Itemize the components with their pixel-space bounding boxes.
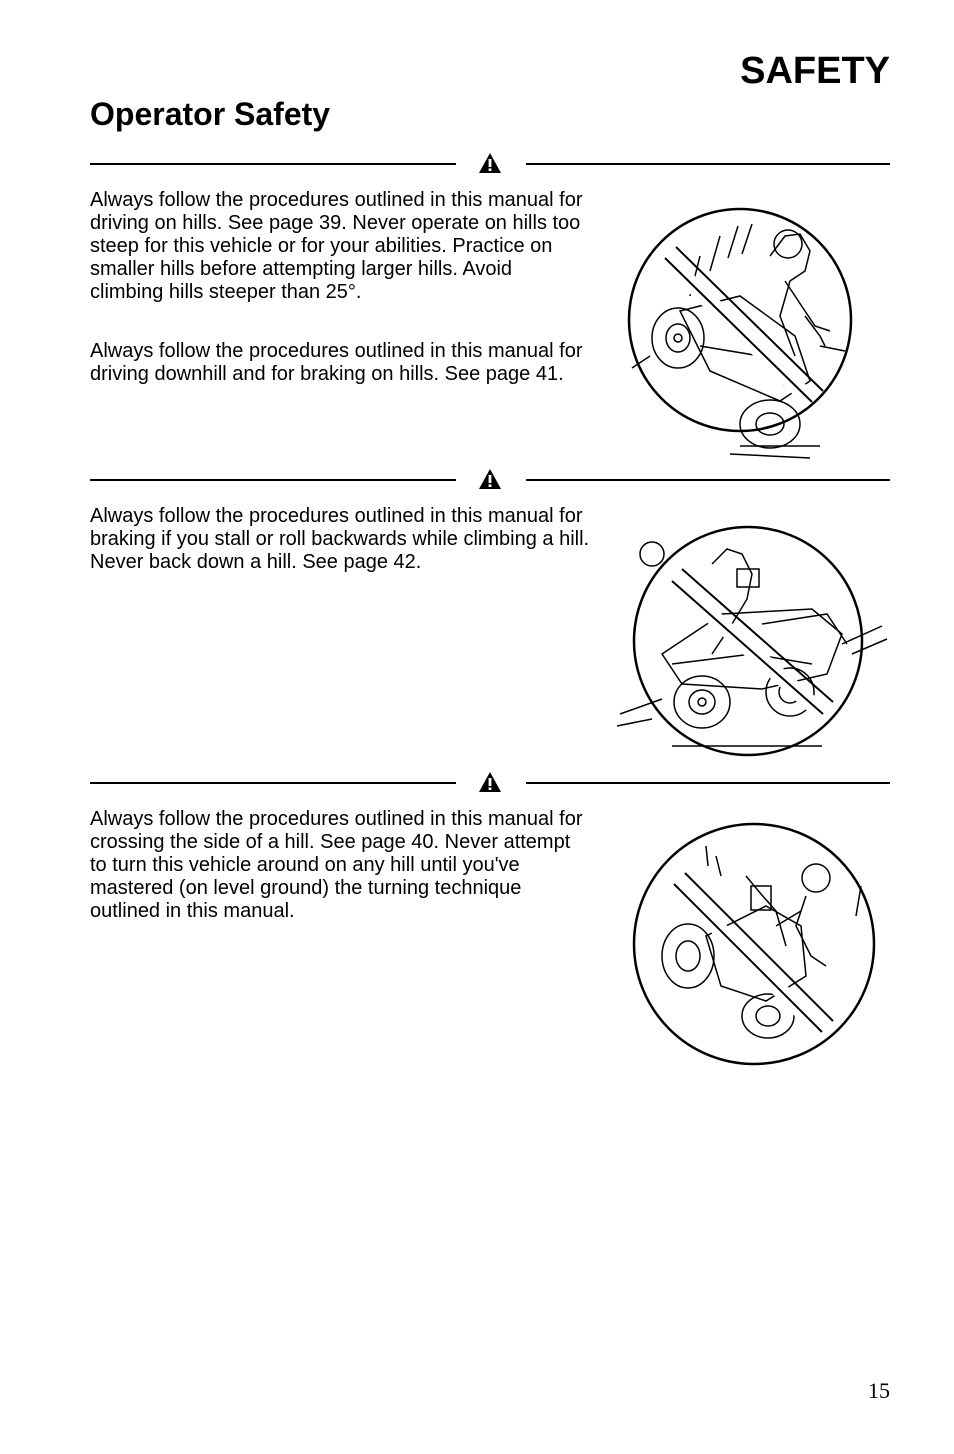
warning-paragraph: Always follow the procedures outlined in this manual for driving downhill and for braking on hills. See page 41. [90, 340, 583, 385]
no-steep-hill-climbing-icon [620, 196, 880, 462]
warning-divider [90, 468, 890, 492]
no-turning-on-hill-icon [626, 816, 882, 1072]
warning-divider [90, 152, 890, 176]
warning-divider [90, 771, 890, 795]
warning-triangle-icon [478, 771, 502, 793]
page-number: 15 [868, 1378, 890, 1403]
warning-triangle-icon [478, 468, 502, 490]
warning-triangle-icon [478, 152, 502, 174]
page-heading: Operator Safety [90, 96, 331, 132]
warning-paragraph: Always follow the procedures outlined in this manual for braking if you stall or roll backwards while climbing a hill. Never back down a hill. See page 42. [90, 505, 590, 573]
section-title: SAFETY [740, 50, 890, 92]
warning-paragraph: Always follow the procedures outlined in this manual for driving on hills. See page 39. Never operate on hills too steep for this vehicle or for your abilities. Practice on smaller hills before attempting larger hills. Avoid climbing hills steeper than 25°. [90, 189, 583, 303]
no-backing-down-hill-icon [612, 514, 892, 768]
warning-paragraph: Always follow the procedures outlined in this manual for crossing the side of a hill. See page 40. Never attempt to turn this vehicle around on any hill until you've mastered (on level ground) the turning technique outlined in this manual. [90, 808, 583, 922]
